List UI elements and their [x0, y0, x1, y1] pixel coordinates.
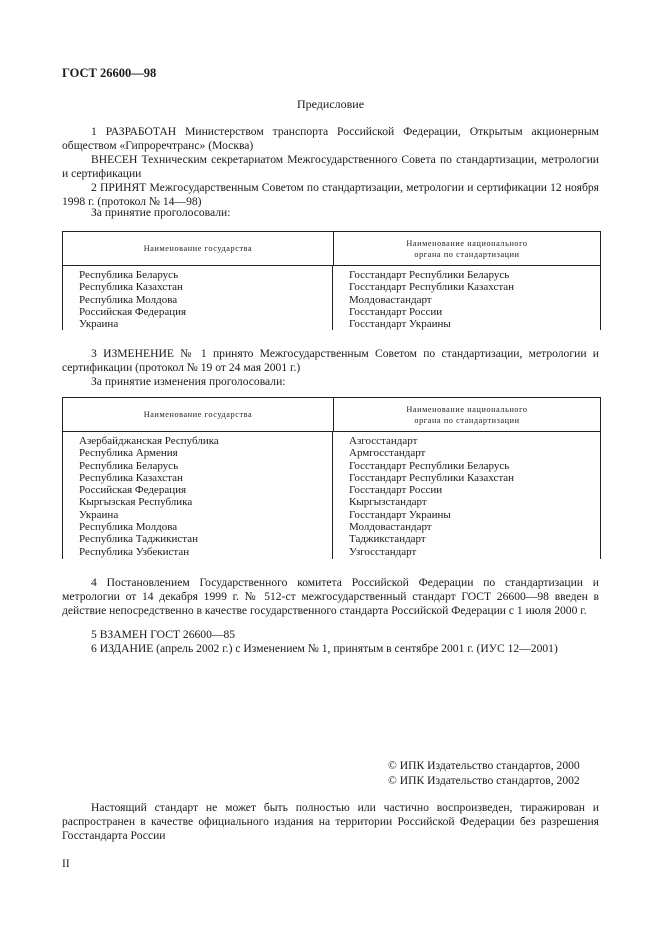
header-state: Наименование государства [63, 232, 334, 265]
paragraph-amendment-voted: За принятие изменения проголосовали: [91, 375, 286, 388]
table-body [63, 266, 600, 330]
paragraph-replaces: 5 ВЗАМЕН ГОСТ 26600—85 [91, 628, 236, 641]
table-cell: Республика Казахстан [79, 471, 183, 484]
state-column [63, 432, 333, 559]
header-body [334, 398, 600, 431]
paragraph-edition: 6 ИЗДАНИЕ (апрель 2002 г.) с Изменением № 1, принятым в сентябре 2001 г. (ИУС 12—2001) [91, 642, 558, 655]
copyright-block [388, 758, 580, 788]
header-body-line1: Наименование национального [406, 404, 528, 414]
table-cell: Украина [79, 318, 119, 331]
table-header [63, 398, 600, 432]
table-cell: Украина [79, 508, 119, 521]
table-cell: Республика Узбекистан [79, 545, 190, 558]
table-cell: Азгосстандарт [349, 435, 418, 447]
table-cell: Республика Молдова [79, 293, 178, 306]
preface-title: Предисловие [296, 97, 365, 111]
table-cell: Республика Армения [79, 447, 178, 460]
document-code: ГОСТ 26600—98 [62, 66, 157, 80]
voting-table-1 [62, 231, 601, 330]
table-cell: Молдовастандарт [349, 293, 432, 306]
table-cell: Кыргызстандарт [349, 496, 427, 509]
table-cell: Госстандарт Украины [349, 318, 451, 331]
table-cell: Российская Федерация [79, 305, 187, 318]
body-column [333, 266, 600, 330]
paragraph-voted: За принятие проголосовали: [91, 206, 231, 219]
header-state: Наименование государства [63, 398, 334, 431]
table-cell: Госстандарт Украины [349, 508, 451, 521]
table-cell: Азербайджанская Республика [79, 435, 219, 447]
table-cell: Молдовастандарт [349, 521, 432, 534]
copyright-line: © ИПК Издательство стандартов, 2000 [388, 759, 580, 772]
page-number: II [62, 858, 70, 870]
paragraph-resolution: 4 Постановлением Государственного комитета Российской Федерации по стандартизации и метрологии от 14 декабря 1999 г. № 512-ст межгосударственный стандарт ГОСТ 26600—98 введен в действие непосредственно в качестве государственного стандарта Российской Федерации с 1 июля 2000 г. [62, 576, 599, 618]
copyright-line: © ИПК Издательство стандартов, 2002 [388, 774, 580, 787]
paragraph-developed: 1 РАЗРАБОТАН Министерством транспорта Российской Федерации, Открытым акционерным обществом «Гипроречтранс» (Москва) [62, 125, 599, 153]
reproduction-notice: Настоящий стандарт не может быть полностью или частично воспроизведен, тиражирован и распространен в качестве официального издания на территории Российской Федерации без разрешения Госстандарта России [62, 801, 599, 843]
table-cell: Госстандарт России [349, 305, 443, 318]
table-cell: Госстандарт Республики Казахстан [349, 281, 515, 294]
table-cell: Республика Казахстан [79, 281, 183, 294]
table-cell: Армгосстандарт [349, 447, 426, 460]
body-column [333, 432, 600, 559]
header-body-line2: органа по стандартизации [414, 249, 520, 259]
table-cell: Таджикстандарт [349, 533, 426, 546]
header-body-line1: Наименование национального [406, 238, 528, 248]
table-cell: Республика Таджикистан [79, 533, 198, 546]
table-cell: Российская Федерация [79, 484, 187, 497]
table-body [63, 432, 600, 559]
table-cell: Госстандарт Республики Беларусь [349, 459, 510, 472]
table-cell: Госстандарт Республики Беларусь [349, 269, 510, 281]
table-cell: Узгосстандарт [349, 545, 417, 558]
table-cell: Госстандарт России [349, 484, 443, 497]
table-cell: Республика Молдова [79, 521, 178, 534]
paragraph-amendment: 3 ИЗМЕНЕНИЕ № 1 принято Межгосударственным Советом по стандартизации, метрологии и сертификации (протокол № 19 от 24 мая 2001 г.) [62, 347, 599, 375]
header-body [334, 232, 600, 265]
header-body-line2: органа по стандартизации [414, 415, 520, 425]
table-cell: Кыргызская Республика [79, 496, 193, 509]
paragraph-adopted: 2 ПРИНЯТ Межгосударственным Советом по стандартизации, метрологии и сертификации 12 ноября 1998 г. (протокол № 14—98) [62, 181, 599, 209]
table-cell: Республика Беларусь [79, 269, 179, 281]
voting-table-2 [62, 397, 601, 559]
table-header [63, 232, 600, 266]
table-cell: Госстандарт Республики Казахстан [349, 471, 515, 484]
state-column [63, 266, 333, 330]
table-cell: Республика Беларусь [79, 459, 179, 472]
paragraph-introduced: ВНЕСЕН Техническим секретариатом Межгосударственного Совета по стандартизации, метрологии и сертификации [62, 153, 599, 181]
